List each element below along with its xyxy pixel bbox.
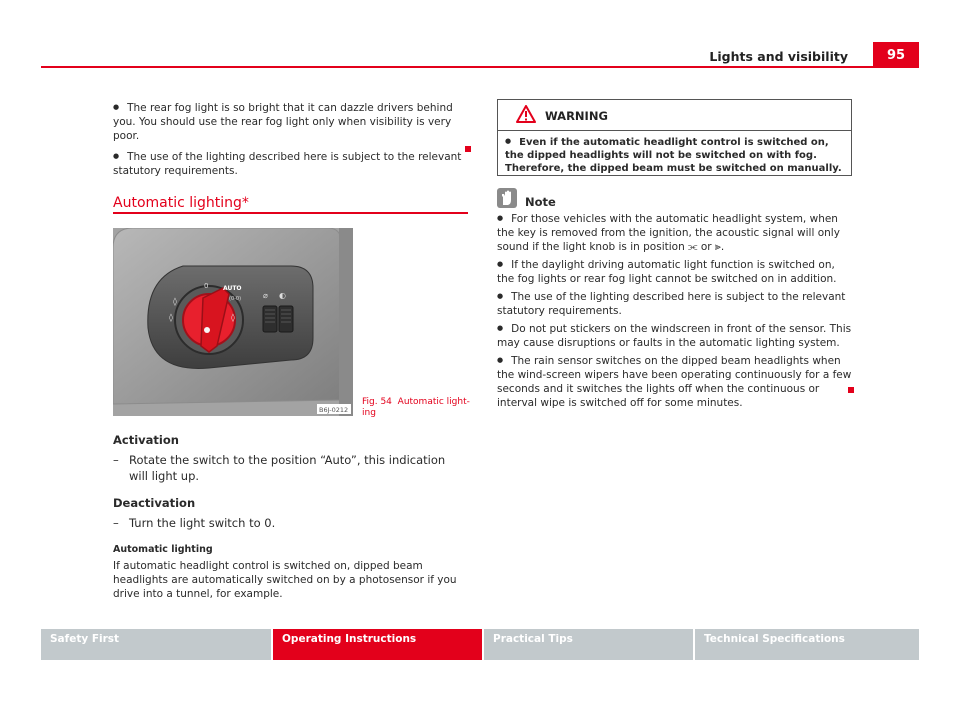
deactivation-heading: Deactivation [113,496,196,510]
activation-step: – Rotate the switch to the position “Auto”, this indication will light up. [113,453,446,483]
note-title: Note [525,195,556,209]
note-bullet-2: ● If the daylight driving automatic light function is switched on, the fog lights or rear fog light cannot be switched on in addition. [497,257,852,286]
automatic-lighting-heading: Automatic lighting [113,544,213,555]
light-switch-figure [113,228,353,416]
warning-triangle-icon [516,105,536,123]
svg-text:◊: ◊ [173,297,177,306]
page-number: 95 [873,42,919,68]
tab-operating-instructions[interactable]: Operating Instructions [273,629,482,660]
activation-heading: Activation [113,433,179,447]
tab-technical-specifications[interactable]: Technical Specifications [695,629,919,660]
note-bullet-3: ● The use of the lighting described here is subject to the relevant statutory requirements. [497,289,852,318]
intro-bullet-list [113,100,468,178]
light-switch-illustration [113,228,353,416]
header-rule [41,66,919,68]
warning-title: WARNING [545,109,608,123]
intro-bullet-2: ● The use of the lighting described here is subject to the relevant statutory requirements. [113,149,468,178]
tab-practical-tips[interactable]: Practical Tips [484,629,693,660]
section-rule [113,212,468,214]
tab-safety-first[interactable]: Safety First [41,629,271,660]
svg-text:◊: ◊ [169,313,173,322]
knob-label-zero: 0 [204,282,209,290]
knob-label-auto: AUTO [223,285,242,292]
note-end-marker [848,387,854,393]
warning-text: ● Even if the automatic headlight control is switched on, the dipped headlights will not be switched on with fog. Therefore, the dipped beam must be switched on manually. [505,135,845,175]
warning-box [497,99,852,176]
note-bullet-1: ● For those vehicles with the automatic headlight system, when the key is removed from the ignition, the acoustic signal will only sound if the light knob is in position ⫘ or ⫸. [497,211,852,254]
section-title: Automatic lighting* [113,195,249,211]
note-hand-icon [497,188,517,208]
svg-text:◐: ◐ [279,291,286,300]
svg-text:⌀: ⌀ [263,291,268,300]
svg-text:◊: ◊ [231,313,235,322]
figure-code: B6J-0212 [319,406,349,414]
note-bullet-4: ● Do not put stickers on the windscreen in front of the sensor. This may cause disruptions or faults in the automatic lighting system. [497,321,852,350]
knob-label-auto-sub: (0-0) [229,296,242,302]
running-header-title: Lights and visibility [709,49,848,64]
deactivation-step: – Turn the light switch to 0. [113,516,276,530]
note-bullet-5: ● The rain sensor switches on the dipped beam headlights when the wind-screen wipers have been operating continuously for a few seconds and it switches the lights off when the continuous or interval wipe is switched off for some minutes. [497,353,852,410]
warning-header [498,100,851,131]
section-end-marker [465,146,471,152]
intro-bullet-1: ● The rear fog light is so bright that it can dazzle drivers behind you. You should use the rear fog light only when visibility is very poor. [113,100,468,143]
note-bullet-list [497,211,852,410]
figure-caption: Fig. 54 Automatic light-ing [362,397,470,418]
automatic-lighting-text: If automatic headlight control is switched on, dipped beam headlights are automatically switched on by a photosensor if you drive into a tunnel, for example. [113,560,457,600]
